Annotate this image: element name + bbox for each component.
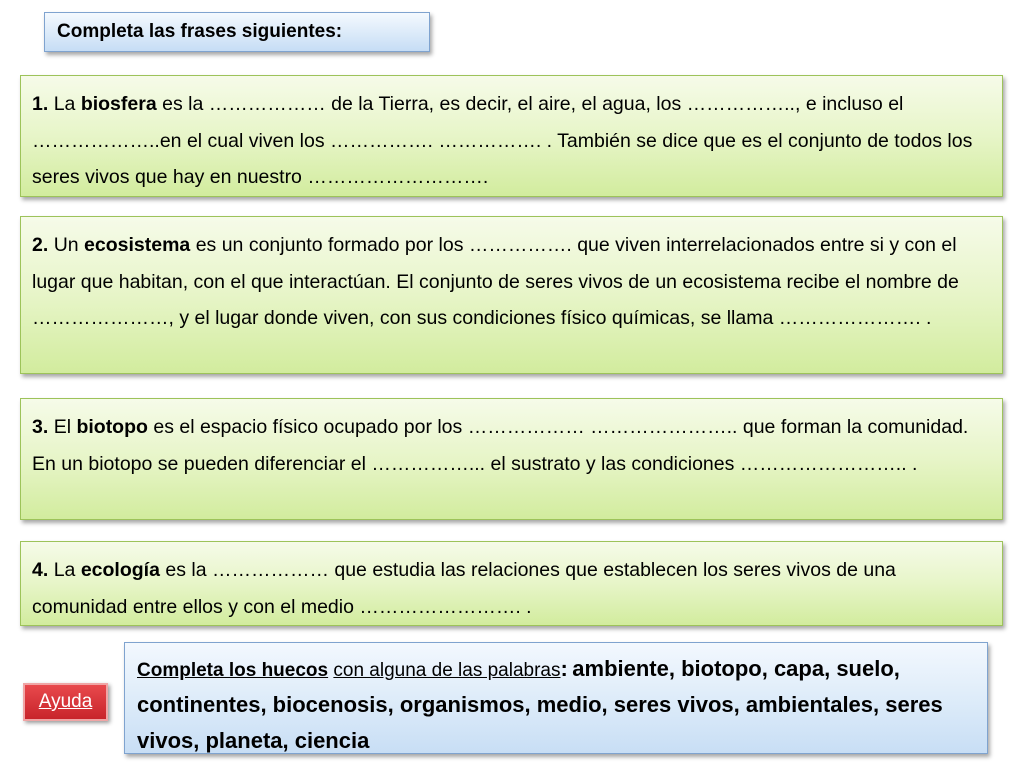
sentence-rest-4: es la ……………… que estudia las relaciones que establecen los seres vivos de una comunidad entre ellos y con el medio ……………………. .: [32, 559, 896, 618]
page-title: [44, 12, 430, 52]
sentence-pre-1: La: [53, 93, 76, 115]
sentence-text-4: [32, 552, 990, 625]
sentence-card-3: [20, 398, 1003, 520]
page-title-text: Completa las frases siguientes:: [57, 21, 343, 42]
sentence-number-4: 4.: [32, 559, 49, 581]
sentence-card-2: [20, 216, 1003, 374]
sentence-pre-3: El: [53, 416, 72, 438]
word-bank-lead: [137, 660, 561, 681]
sentence-text-2: [32, 227, 990, 337]
sentence-rest-3: es el espacio físico ocupado por los ……………… ………………….. que forman la comunidad. En un biotopo se pueden diferenciar el ……………... el sustrato y las condiciones …………………….. .: [32, 416, 969, 475]
sentence-number-1: 1.: [32, 93, 49, 115]
help-button[interactable]: [23, 683, 108, 721]
word-bank-box: [124, 642, 988, 754]
sentence-rest-1: es la ……………… de la Tierra, es decir, el aire, el agua, los …………….., e incluso el ………………..en el cual viven los ……………. ……………. . También se dice que es el conjunto de todos los seres vivos que hay en nuestro ……………………….: [32, 93, 973, 188]
sentence-keyword-1: biosfera: [80, 93, 157, 115]
sentence-number-2: 2.: [32, 234, 49, 256]
word-bank-colon: :: [560, 656, 568, 681]
sentence-keyword-2: ecosistema: [84, 234, 191, 256]
sentence-pre-2: Un: [53, 234, 79, 256]
sentence-number-3: 3.: [32, 416, 49, 438]
sentence-card-4: [20, 541, 1003, 626]
sentence-card-1: [20, 75, 1003, 197]
sentence-text-3: [32, 409, 990, 482]
word-bank-words: ambiente, biotopo, capa, suelo, continentes, biocenosis, organismos, medio, seres vivos, ambientales, seres vivos, planeta, ciencia: [137, 656, 943, 753]
word-bank-lead-normal: con alguna de las palabras: [333, 660, 561, 681]
help-button-label: Ayuda: [38, 691, 93, 712]
sentence-keyword-3: biotopo: [76, 416, 148, 438]
sentence-pre-4: La: [53, 559, 76, 581]
sentence-text-1: [32, 86, 990, 196]
sentence-rest-2: es un conjunto formado por los ……………. que viven interrelacionados entre si y con el lugar que habitan, con el que interactúan. El conjunto de seres vivos de un ecosistema recibe el nombre de …………………, y el lugar donde viven, con sus condiciones físico químicas, se llama …………………. .: [32, 234, 959, 329]
word-bank-lead-bold: Completa los huecos: [137, 660, 329, 681]
sentence-keyword-4: ecología: [80, 559, 160, 581]
